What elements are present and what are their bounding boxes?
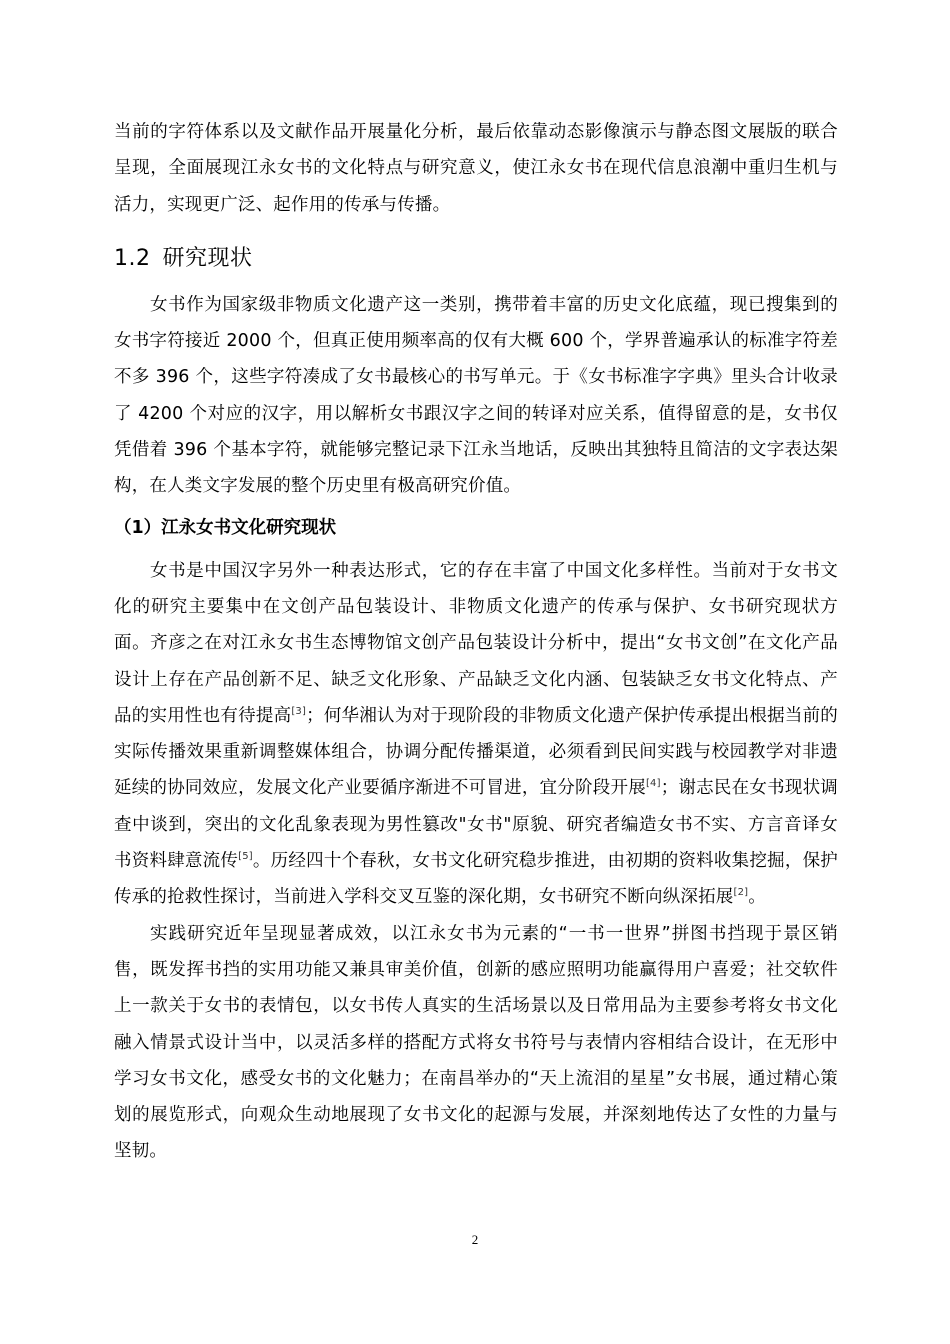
section-title: 研究现状 xyxy=(162,245,253,271)
page-number: 2 xyxy=(471,1232,479,1247)
citation-ref-3: [3] xyxy=(291,706,307,718)
paragraph-intro-continued: 当前的字符体系以及文献作品开展量化分析，最后依靠动态影像演示与静态图文展版的联合呈现，全面展现江永女书的文化特点与研究意义，使江永女书在现代信息浪潮中重归生机与活力，实现更广泛、起作用的传承与传播。 xyxy=(114,122,838,215)
paragraph-text: 。历经四十个春秋，女书文化研究稳步推进，由初期的资料收集挖掘，保护传承的抢救性探讨，当前进入学科交叉互鉴的深化期，女书研究不断向纵深拓展 xyxy=(114,851,838,908)
paragraph-research-status xyxy=(114,553,838,916)
paragraph-text: ；何华湘认为对于现阶段的非物质文化遗产保护传承提出根据当前的实际传播效果重新调整媒体组合，协调分配传播渠道，必须看到民间实践与校园教学对非遗延续的协同效应，发展文化产业要循序渐进不可冒进，宜分阶段开展 xyxy=(114,705,839,799)
citation-ref-2: [2] xyxy=(733,887,749,899)
citation-ref-5: [5] xyxy=(238,851,253,863)
paragraph-text: ；谢志民在女书现状调查中谈到，突出的文化乱象表现为男性篡改"女书"原貌、研究者编造女书不实、方言音译女书资料肆意流传 xyxy=(114,778,839,872)
paragraph-text: 。 xyxy=(748,887,766,908)
subsection-heading: （1）江永女书文化研究现状 xyxy=(114,517,337,538)
paragraph-practice-research: 实践研究近年呈现显著成效，以江永女书为元素的“一书一世界”拼图书挡现于景区销售，既发挥书挡的实用功能又兼具审美价值，创新的感应照明功能赢得用户喜爱；社交软件上一款关于女书的表情包，以女书传人真实的生活场景以及日常用品为主要参考将女书文化融入情景式设计当中，以灵活多样的搭配方式将女书符号与表情内容相结合设计，在无形中学习女书文化，感受女书的文化魅力；在南昌举办的“天上流泪的星星”女书展，通过精心策划的展览形式，向观众生动地展现了女书文化的起源与发展，并深刻地传达了女性的力量与坚韧。 xyxy=(114,923,838,1162)
paragraph-text: 女书是中国汉字另外一种表达形式，它的存在丰富了中国文化多样性。当前对于女书文化的研究主要集中在文创产品包装设计、非物质文化遗产的传承与保护、女书研究现状方面。齐彦之在对江永女书生态博物馆文创产品包装设计分析中，提出“女书文创”在文化产品设计上存在产品创新不足、缺乏文化形象、产品缺乏文化内涵、包装缺乏女书文化特点、产品的实用性也有待提高 xyxy=(114,560,838,726)
paragraph-character-overview: 女书作为国家级非物质文化遗产这一类别，携带着丰富的历史文化底蕴，现已搜集到的女书字符接近 2000 个，但真正使用频率高的仅有大概 600 个，学界普遍承认的标准字符差不多 396 个，这些字符凑成了女书最核心的书写单元。于《女书标准字字典》里头合计收录了 4200 个对应的汉字，用以解析女书跟汉字之间的转译对应关系，值得留意的是，女书仅凭借着 396 个基本字符，就能够完整记录下江永当地话，反映出其独特且简洁的文字表达架构，在人类文字发展的整个历史里有极高研究价值。 xyxy=(114,294,838,497)
page-content xyxy=(114,114,838,1170)
section-number: 1.2 xyxy=(114,245,151,271)
citation-ref-4: [4] xyxy=(645,778,661,790)
section-heading xyxy=(114,239,838,279)
